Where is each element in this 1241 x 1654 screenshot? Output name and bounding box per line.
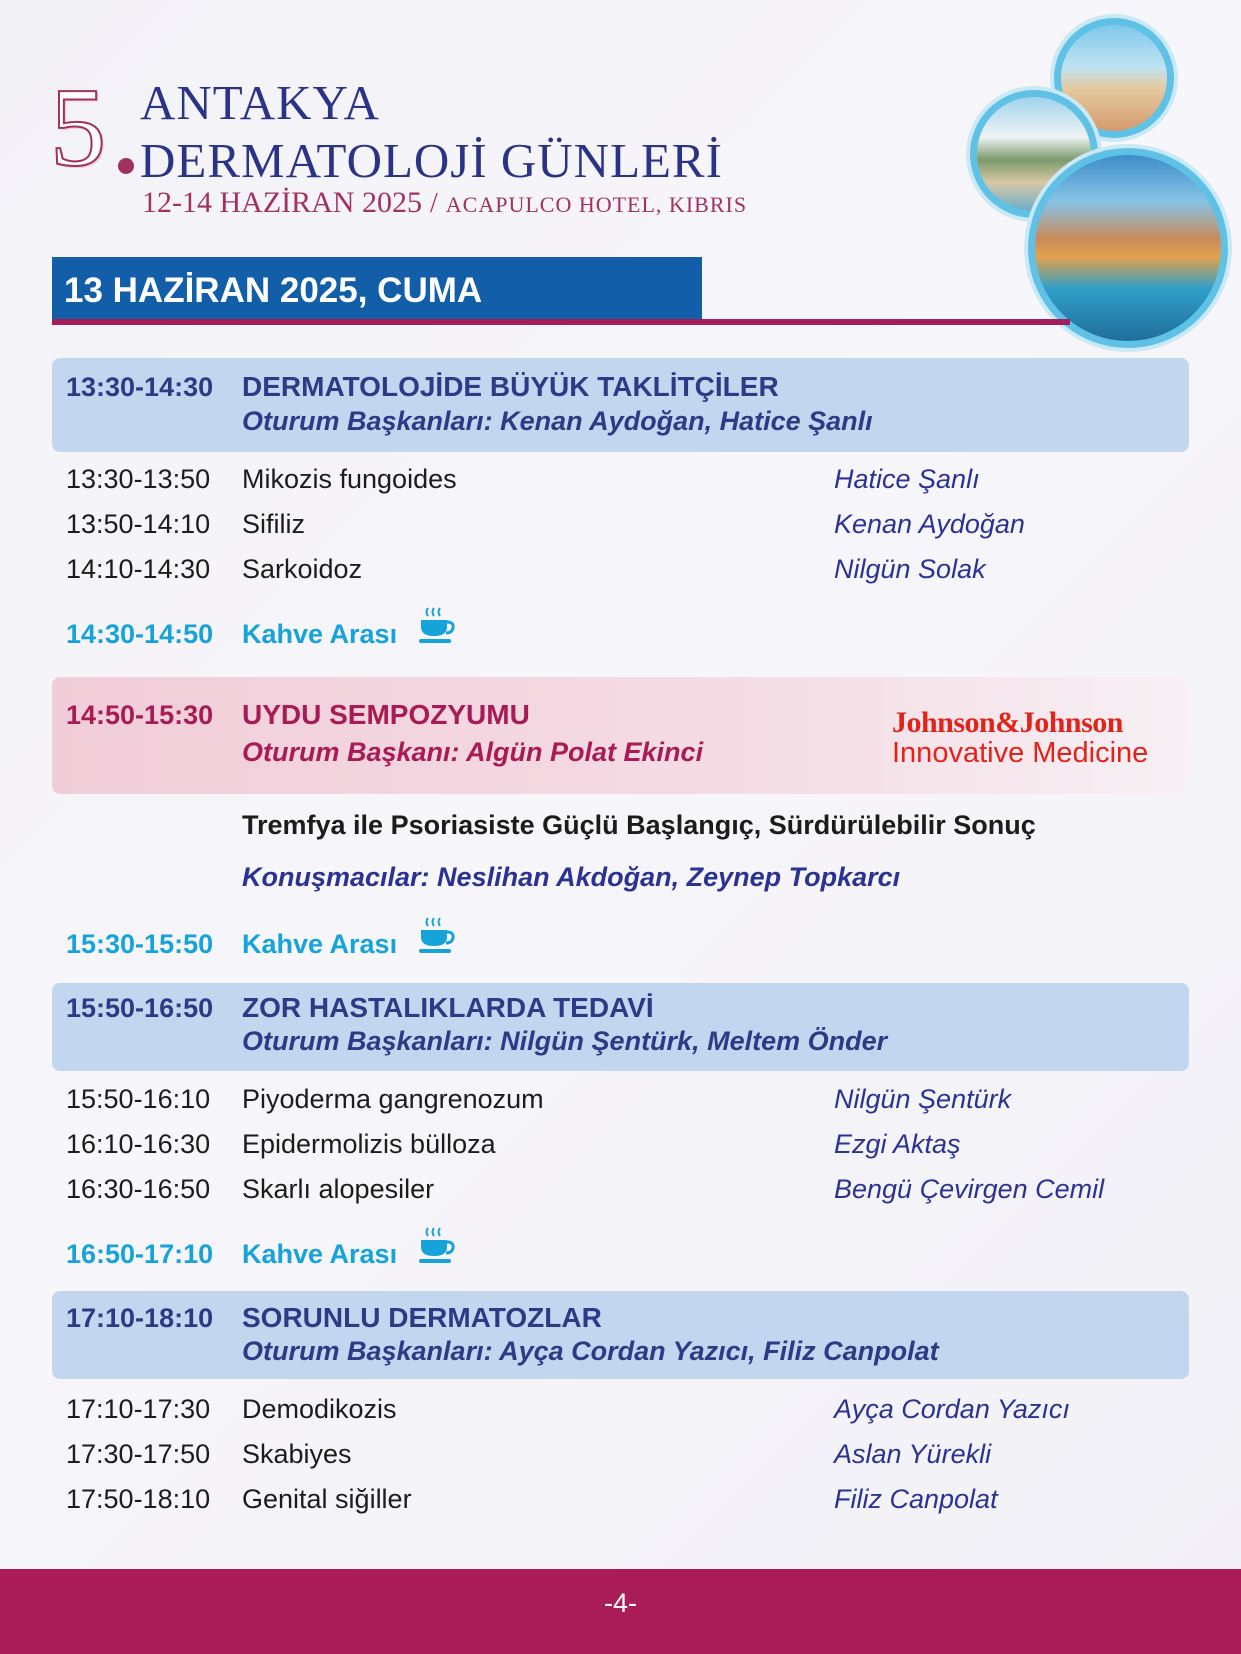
break-label: Kahve Arası bbox=[242, 929, 398, 959]
session-title: DERMATOLOJİDE BÜYÜK TAKLİTÇİLER bbox=[242, 371, 779, 402]
coffee-cup-icon bbox=[416, 605, 456, 645]
talk-speaker: Nilgün Solak bbox=[834, 554, 986, 584]
talk-time: 14:10-14:30 bbox=[66, 554, 211, 584]
sponsor-logo bbox=[892, 708, 1148, 768]
talk-time: 13:50-14:10 bbox=[66, 509, 211, 539]
talk-speaker: Nilgün Şentürk bbox=[834, 1084, 1012, 1114]
edition-number: 5 bbox=[50, 66, 106, 190]
talk-topic: Skarlı alopesiler bbox=[242, 1174, 435, 1204]
symposium-time: 14:50-15:30 bbox=[66, 700, 214, 730]
page-number: -4- bbox=[604, 1588, 637, 1618]
edition-dot bbox=[118, 158, 134, 174]
day-title: 13 HAZİRAN 2025, CUMA bbox=[52, 257, 702, 319]
coffee-cup-icon bbox=[416, 915, 456, 955]
session-chairs: Oturum Başkanları: Ayça Cordan Yazıcı, Filiz Canpolat bbox=[242, 1336, 939, 1366]
event-dates: 12-14 HAZİRAN 2025 bbox=[142, 186, 422, 219]
talk-topic: Sifiliz bbox=[242, 509, 306, 539]
session-time: 17:10-18:10 bbox=[66, 1303, 214, 1333]
talk-topic: Genital siğiller bbox=[242, 1484, 412, 1514]
symposium-speakers: Konuşmacılar: Neslihan Akdoğan, Zeynep Topkarcı bbox=[242, 862, 901, 892]
talk-topic: Mikozis fungoides bbox=[242, 464, 457, 494]
event-venue: ACAPULCO HOTEL, KIBRIS bbox=[445, 192, 748, 217]
talk-time: 13:30-13:50 bbox=[66, 464, 211, 494]
break-time: 16:50-17:10 bbox=[66, 1239, 214, 1269]
talk-topic: Skabiyes bbox=[242, 1439, 352, 1469]
talk-time: 16:30-16:50 bbox=[66, 1174, 211, 1204]
talk-speaker: Aslan Yürekli bbox=[834, 1439, 992, 1469]
talk-speaker: Kenan Aydoğan bbox=[834, 509, 1025, 539]
coffee-cup-icon bbox=[416, 1225, 456, 1265]
talk-time: 16:10-16:30 bbox=[66, 1129, 211, 1159]
break-label: Kahve Arası bbox=[242, 619, 398, 649]
break-label: Kahve Arası bbox=[242, 1239, 398, 1269]
talk-topic: Epidermolizis bülloza bbox=[242, 1129, 496, 1159]
symposium-chair: Oturum Başkanı: Algün Polat Ekinci bbox=[242, 737, 704, 767]
event-separator: / bbox=[429, 188, 438, 219]
session-time: 15:50-16:50 bbox=[66, 993, 214, 1023]
session-chairs: Oturum Başkanları: Nilgün Şentürk, Meltem Önder bbox=[242, 1026, 888, 1056]
event-subtitle bbox=[142, 186, 747, 220]
talk-speaker: Filiz Canpolat bbox=[834, 1484, 998, 1514]
break-time: 15:30-15:50 bbox=[66, 929, 214, 959]
talk-time: 17:30-17:50 bbox=[66, 1439, 211, 1469]
sponsor-division: Innovative Medicine bbox=[892, 737, 1149, 769]
talk-time: 17:10-17:30 bbox=[66, 1394, 211, 1424]
talk-topic: Piyoderma gangrenozum bbox=[242, 1084, 544, 1114]
talk-speaker: Bengü Çevirgen Cemil bbox=[834, 1174, 1105, 1204]
event-title-line1: ANTAKYA bbox=[140, 75, 380, 130]
session-time: 13:30-14:30 bbox=[66, 372, 214, 402]
symposium-title: UYDU SEMPOZYUMU bbox=[242, 699, 530, 730]
day-title-underline bbox=[52, 319, 1070, 325]
talk-topic: Demodikozis bbox=[242, 1394, 397, 1424]
talk-time: 15:50-16:10 bbox=[66, 1084, 211, 1114]
session-title: ZOR HASTALIKLARDA TEDAVİ bbox=[242, 992, 654, 1023]
talk-topic: Sarkoidoz bbox=[242, 554, 363, 584]
session-title: SORUNLU DERMATOZLAR bbox=[242, 1302, 602, 1333]
talk-speaker: Hatice Şanlı bbox=[834, 464, 980, 494]
event-title-line2: DERMATOLOJİ GÜNLERİ bbox=[140, 133, 723, 188]
symposium-talk-title: Tremfya ile Psoriasiste Güçlü Başlangıç, Sürdürülebilir Sonuç bbox=[242, 810, 1036, 840]
session-chairs: Oturum Başkanları: Kenan Aydoğan, Hatice Şanlı bbox=[242, 406, 873, 436]
talk-speaker: Ayça Cordan Yazıcı bbox=[834, 1394, 1070, 1424]
talk-time: 17:50-18:10 bbox=[66, 1484, 211, 1514]
break-time: 14:30-14:50 bbox=[66, 619, 214, 649]
photo-circle-harbor bbox=[1028, 148, 1228, 348]
sponsor-name: Johnson&Johnson bbox=[892, 706, 1123, 739]
talk-speaker: Ezgi Aktaş bbox=[834, 1129, 961, 1159]
